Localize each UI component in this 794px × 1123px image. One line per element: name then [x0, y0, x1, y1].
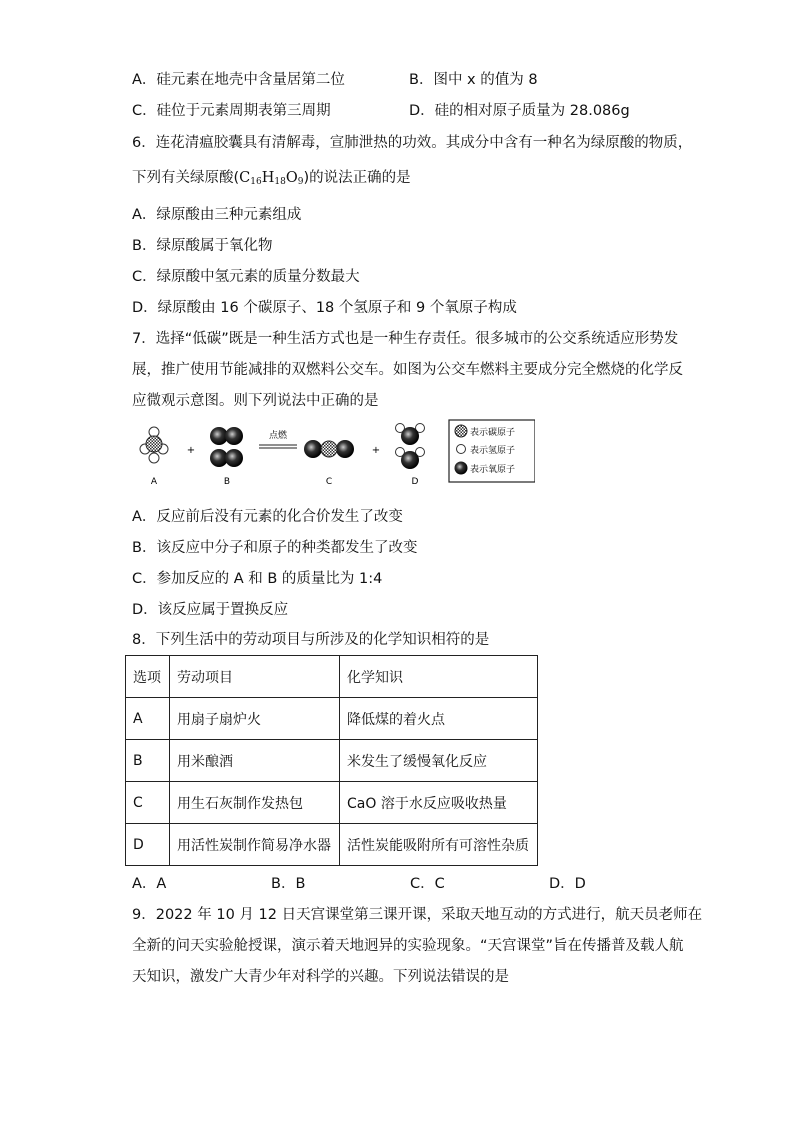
- q6-stem-line1: 6．连花清瘟胶囊具有清解毒，宣肺泄热的功效。其成分中含有一种名为绿原酸的物质，: [132, 135, 693, 151]
- q6-stem-pre: 下列有关绿原酸(: [132, 170, 240, 186]
- legend: [449, 420, 535, 482]
- q5-option-b: B．图中 x 的值为 8: [409, 72, 538, 88]
- q8-option-a: A．A: [132, 876, 167, 892]
- label-b: B: [223, 477, 231, 487]
- label-c: C: [325, 477, 333, 487]
- q6-option-d: D．绿原酸由 16 个碳原子、18 个氢原子和 9 个氧原子构成: [132, 300, 517, 316]
- plus-sign-2: +: [371, 445, 381, 456]
- molecule-c-co2: [304, 440, 354, 458]
- table-row: C 用生石灰制作发热包 CaO 溶于水反应吸收热量: [126, 782, 538, 824]
- q6-option-b: B．绿原酸属于氧化物: [132, 238, 273, 254]
- q7-option-c: C．参加反应的 A 和 B 的质量比为 1:4: [132, 571, 383, 587]
- table-row: B 用米酿酒 米发生了缓慢氧化反应: [126, 740, 538, 782]
- header-labor: 劳动项目: [170, 656, 340, 698]
- q9-stem-line2: 全新的问天实验舱授课，演示着天地迥异的实验现象。“天宫课堂”旨在传播普及载人航: [132, 938, 684, 954]
- molecule-d-h2o: [396, 424, 425, 470]
- q7-stem-line1: 7．选择“低碳”既是一种生活方式也是一种生存责任。很多城市的公交系统适应形势发: [132, 331, 679, 347]
- q9-stem-line1: 9．2022 年 10 月 12 日天宫课堂第三课开课，采取天地互动的方式进行，航天员老师在: [132, 907, 703, 923]
- header-knowledge: 化学知识: [340, 656, 538, 698]
- header-option: 选项: [126, 656, 170, 698]
- molecule-b-o2: [210, 427, 243, 467]
- legend-oxygen: 表示氧原子: [470, 465, 516, 475]
- q6-option-c: C．绿原酸中氢元素的质量分数最大: [132, 269, 360, 285]
- q8-option-d: D．D: [549, 876, 586, 892]
- q6-option-a: A．绿原酸由三种元素组成: [132, 207, 302, 223]
- reaction-condition: 点燃: [268, 431, 288, 441]
- legend-hydrogen: 表示氢原子: [470, 446, 516, 456]
- formula: $C_{16}H_{18}O_9$: [239, 170, 304, 187]
- q5-option-a: A．硅元素在地壳中含量居第二位: [132, 72, 345, 88]
- q8-option-b: B．B: [271, 876, 306, 892]
- q6-stem-post: )的说法正确的是: [303, 170, 411, 186]
- q6-stem-line2: [132, 166, 411, 187]
- q7-option-b: B．该反应中分子和原子的种类都发生了改变: [132, 540, 418, 556]
- legend-carbon: 表示碳原子: [470, 428, 516, 438]
- table-row: D 用活性炭制作简易净水器 活性炭能吸附所有可溶性杂质: [126, 824, 538, 866]
- q5-option-d: D．硅的相对原子质量为 28.086g: [409, 103, 630, 119]
- q8-stem: 8．下列生活中的劳动项目与所涉及的化学知识相符的是: [132, 632, 490, 648]
- molecule-a-ch4: [140, 427, 168, 463]
- table-header-row: [126, 656, 538, 698]
- q7-stem-line3: 应微观示意图。则下列说法中正确的是: [132, 393, 379, 409]
- q8-option-c: C．C: [410, 876, 445, 892]
- plus-sign-1: +: [186, 445, 196, 456]
- q7-stem-line2: 展，推广使用节能减排的双燃料公交车。如图为公交车燃料主要成分完全燃烧的化学反: [132, 362, 683, 378]
- table-row: A 用扇子扇炉火 降低煤的着火点: [126, 698, 538, 740]
- reaction-diagram: [135, 418, 535, 490]
- label-d: D: [411, 477, 419, 487]
- q7-option-d: D．该反应属于置换反应: [132, 602, 289, 618]
- label-a: A: [150, 477, 158, 487]
- q5-option-c: C．硅位于元素周期表第三周期: [132, 103, 331, 119]
- q7-option-a: A．反应前后没有元素的化合价发生了改变: [132, 509, 403, 525]
- q9-stem-line3: 天知识，激发广大青少年对科学的兴趣。下列说法错误的是: [132, 969, 509, 985]
- q8-table: [125, 655, 538, 866]
